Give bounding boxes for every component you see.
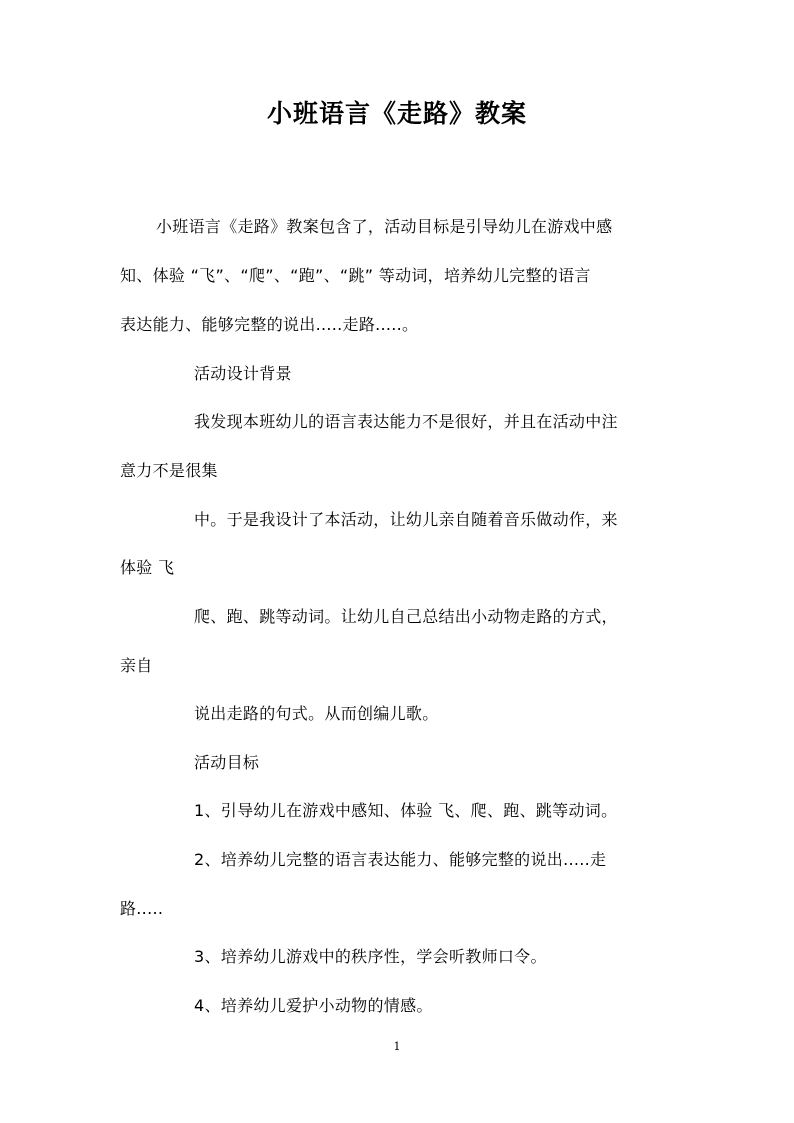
- page-number: 1: [393, 1040, 401, 1053]
- background-line-2: 意力不是很集: [120, 461, 218, 480]
- background-line-6: 亲自: [120, 656, 153, 675]
- goal-item-1: 1、引导幼儿在游戏中感知、体验 飞、爬、跑、跳等动词。: [194, 801, 618, 820]
- intro-line-2: 知、体验 “飞”、“爬”、“跑”、“跳” 等动词，培养幼儿完整的语言: [120, 266, 591, 285]
- goal-item-4: 4、培养幼儿爱护小动物的情感。: [194, 996, 433, 1015]
- background-line-1: 我发现本班幼儿的语言表达能力不是很好，并且在活动中注: [194, 412, 618, 431]
- document-title: 小班语言《走路》教案: [266, 99, 527, 128]
- intro-line-3: 表达能力、能够完整的说出.....走路.....。: [120, 315, 419, 334]
- background-line-7: 说出走路的句式。从而创编儿歌。: [194, 704, 439, 723]
- goal-item-2: 2、培养幼儿完整的语言表达能力、能够完整的说出.....走: [194, 850, 607, 869]
- background-line-5: 爬、跑、跳等动词。让幼儿自己总结出小动物走路的方式，: [194, 607, 618, 626]
- section-heading-goals: 活动目标: [194, 753, 260, 772]
- background-line-4: 体验 飞: [120, 558, 175, 577]
- background-line-3: 中。于是我设计了本活动，让幼儿亲自随着音乐做动作，来: [194, 510, 618, 529]
- goal-item-2-continued: 路.....: [120, 899, 164, 918]
- section-heading-background: 活动设计背景: [194, 364, 292, 383]
- goal-item-3: 3、培养幼儿游戏中的秩序性，学会听教师口令。: [194, 947, 547, 966]
- intro-line-1: 小班语言《走路》教案包含了，活动目标是引导幼儿在游戏中感: [156, 217, 613, 236]
